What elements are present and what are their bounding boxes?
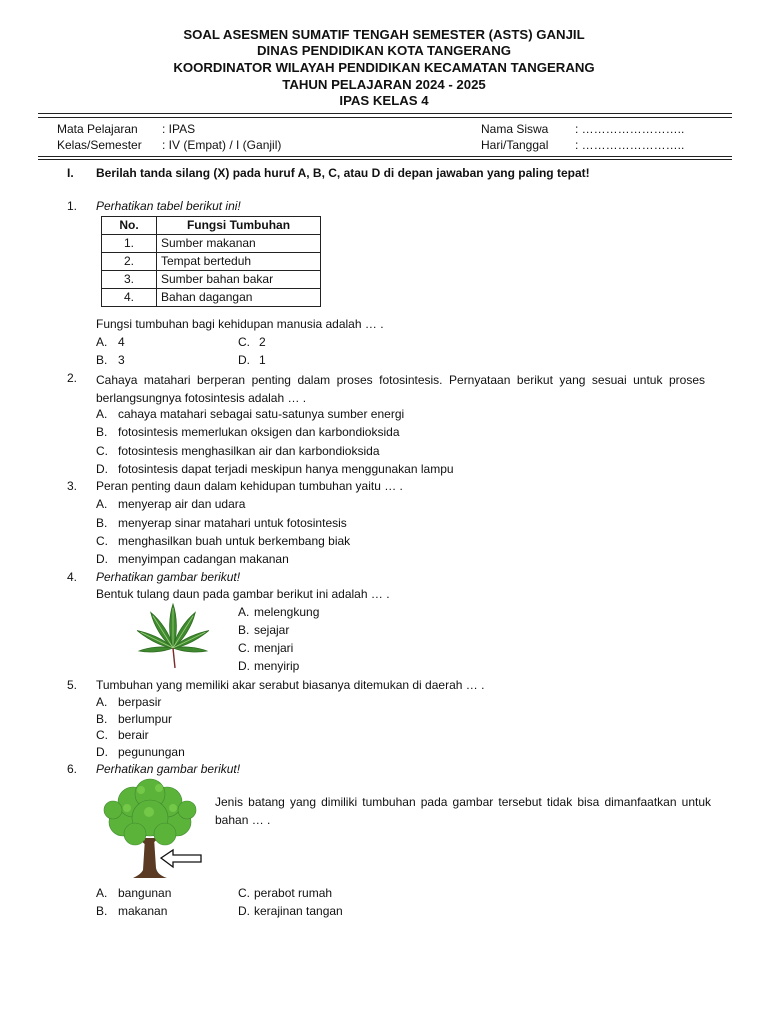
table-header-fungsi: Fungsi Tumbuhan (157, 217, 321, 235)
table-row (102, 235, 321, 253)
q4-option-c[interactable]: menjari (254, 641, 294, 655)
student-name-label: Nama Siswa (481, 122, 549, 136)
q3-question: Peran penting daun dalam kehidupan tumbuhan yaitu … . (96, 479, 403, 493)
q1-option-d[interactable]: 1 (259, 353, 266, 367)
q4-option-d[interactable]: menyirip (254, 659, 300, 673)
info-divider (38, 156, 732, 157)
q5-option-d-letter[interactable]: D. (96, 745, 108, 759)
header-divider-thin (38, 117, 732, 118)
q6-option-a[interactable]: bangunan (118, 886, 172, 900)
header-title-line2: DINAS PENDIDIKAN KOTA TANGERANG (257, 43, 511, 58)
q4-option-a-letter[interactable]: A. (238, 605, 250, 619)
q3-option-b[interactable]: menyerap sinar matahari untuk fotosintesis (118, 516, 347, 530)
q3-option-b-letter[interactable]: B. (96, 516, 108, 530)
q2-option-c-letter[interactable]: C. (96, 444, 108, 458)
header-divider (38, 113, 732, 114)
table-header-no: No. (102, 217, 157, 235)
q5-number: 5. (67, 678, 78, 692)
header-title-line5: IPAS KELAS 4 (339, 93, 429, 108)
arrow-icon (161, 850, 201, 867)
q1-option-b[interactable]: 3 (118, 353, 125, 367)
table-row (102, 253, 321, 271)
subject-label: Mata Pelajaran (57, 122, 138, 136)
table-cell-fungsi: Bahan dagangan (157, 289, 321, 307)
q6-intro: Perhatikan gambar berikut! (96, 762, 241, 776)
q2-option-b-letter[interactable]: B. (96, 425, 108, 439)
q5-option-c-letter[interactable]: C. (96, 728, 108, 742)
q6-option-d[interactable]: kerajinan tangan (254, 904, 343, 918)
q1-option-c[interactable]: 2 (259, 335, 266, 349)
table-cell-no: 1. (102, 235, 157, 253)
table-row (102, 289, 321, 307)
q4-number: 4. (67, 570, 78, 584)
palmate-leaf-image (126, 602, 218, 670)
table-cell-no: 3. (102, 271, 157, 289)
q3-option-d[interactable]: menyimpan cadangan makanan (118, 552, 289, 566)
q4-option-b-letter[interactable]: B. (238, 623, 250, 637)
table-cell-no: 2. (102, 253, 157, 271)
header-title-line3: KOORDINATOR WILAYAH PENDIDIKAN KECAMATAN TANGERANG (173, 60, 595, 75)
q6-option-c-letter[interactable]: C. (238, 886, 250, 900)
table-cell-fungsi: Sumber makanan (157, 235, 321, 253)
q5-question: Tumbuhan yang memiliki akar serabut biasanya ditemukan di daerah … . (96, 678, 485, 692)
student-name-field[interactable]: : …………………….. (575, 122, 685, 136)
class-value: : IV (Empat) / I (Ganjil) (162, 138, 282, 152)
q2-option-a-letter[interactable]: A. (96, 407, 108, 421)
q4-option-c-letter[interactable]: C. (238, 641, 250, 655)
q2-option-d-letter[interactable]: D. (96, 462, 108, 476)
q6-option-c[interactable]: perabot rumah (254, 886, 333, 900)
q1-option-a[interactable]: 4 (118, 335, 125, 349)
q4-option-b[interactable]: sejajar (254, 623, 290, 637)
q6-number: 6. (67, 762, 78, 776)
q5-option-c[interactable]: berair (118, 728, 149, 742)
q3-option-c-letter[interactable]: C. (96, 534, 108, 548)
q5-option-b-letter[interactable]: B. (96, 712, 108, 726)
q1-table (101, 216, 321, 307)
date-label: Hari/Tanggal (481, 138, 549, 152)
q1-option-c-letter[interactable]: C. (238, 335, 250, 349)
q1-intro: Perhatikan tabel berikut ini! (96, 199, 241, 213)
tree-image (97, 778, 203, 882)
info-divider-thin (38, 159, 732, 160)
q2-option-b[interactable]: fotosintesis memerlukan oksigen dan karbondioksida (118, 425, 400, 439)
q1-question: Fungsi tumbuhan bagi kehidupan manusia adalah … . (96, 317, 384, 331)
table-header-row (102, 217, 321, 235)
q5-option-a[interactable]: berpasir (118, 695, 162, 709)
q1-option-b-letter[interactable]: B. (96, 353, 108, 367)
q5-option-a-letter[interactable]: A. (96, 695, 108, 709)
q3-option-a-letter[interactable]: A. (96, 497, 108, 511)
class-label: Kelas/Semester (57, 138, 142, 152)
q2-option-a[interactable]: cahaya matahari sebagai satu-satunya sumber energi (118, 407, 405, 421)
q2-option-c[interactable]: fotosintesis menghasilkan air dan karbondioksida (118, 444, 380, 458)
q3-option-a[interactable]: menyerap air dan udara (118, 497, 246, 511)
q6-option-b[interactable]: makanan (118, 904, 168, 918)
subject-value: : IPAS (162, 122, 196, 136)
section-instruction: Berilah tanda silang (X) pada huruf A, B, C, atau D di depan jawaban yang paling tepat! (96, 166, 590, 180)
date-field[interactable]: : …………………….. (575, 138, 685, 152)
q2-question: Cahaya matahari berperan penting dalam proses fotosintesis. Pernyataan berikut yang sesuai untuk proses berlangsungnya fotosintesis adalah … . (96, 373, 705, 405)
header-title-line4: TAHUN PELAJARAN 2024 - 2025 (282, 77, 486, 92)
table-cell-fungsi: Tempat berteduh (157, 253, 321, 271)
q3-option-c[interactable]: menghasilkan buah untuk berkembang biak (118, 534, 351, 548)
q6-question: Jenis batang yang dimiliki tumbuhan pada gambar tersebut tidak bisa dimanfaatkan untuk bahan … . (215, 795, 711, 827)
q6-option-d-letter[interactable]: D. (238, 904, 250, 918)
table-cell-no: 4. (102, 289, 157, 307)
q4-question: Bentuk tulang daun pada gambar berikut ini adalah … . (96, 587, 390, 601)
q2-number: 2. (67, 371, 78, 385)
q4-intro: Perhatikan gambar berikut! (96, 570, 241, 584)
q1-option-a-letter[interactable]: A. (96, 335, 108, 349)
q4-option-a[interactable]: melengkung (254, 605, 320, 619)
q6-option-b-letter[interactable]: B. (96, 904, 108, 918)
q1-option-d-letter[interactable]: D. (238, 353, 250, 367)
q4-option-d-letter[interactable]: D. (238, 659, 250, 673)
table-cell-fungsi: Sumber bahan bakar (157, 271, 321, 289)
table-row (102, 271, 321, 289)
section-number: I. (67, 166, 74, 180)
q3-number: 3. (67, 479, 78, 493)
header-title-line1: SOAL ASESMEN SUMATIF TENGAH SEMESTER (ASTS) GANJIL (183, 27, 585, 42)
q5-option-b[interactable]: berlumpur (118, 712, 173, 726)
q3-option-d-letter[interactable]: D. (96, 552, 108, 566)
q6-option-a-letter[interactable]: A. (96, 886, 108, 900)
q1-number: 1. (67, 199, 78, 213)
q5-option-d[interactable]: pegunungan (118, 745, 185, 759)
q2-option-d[interactable]: fotosintesis dapat terjadi meskipun hanya menggunakan lampu (118, 462, 454, 476)
